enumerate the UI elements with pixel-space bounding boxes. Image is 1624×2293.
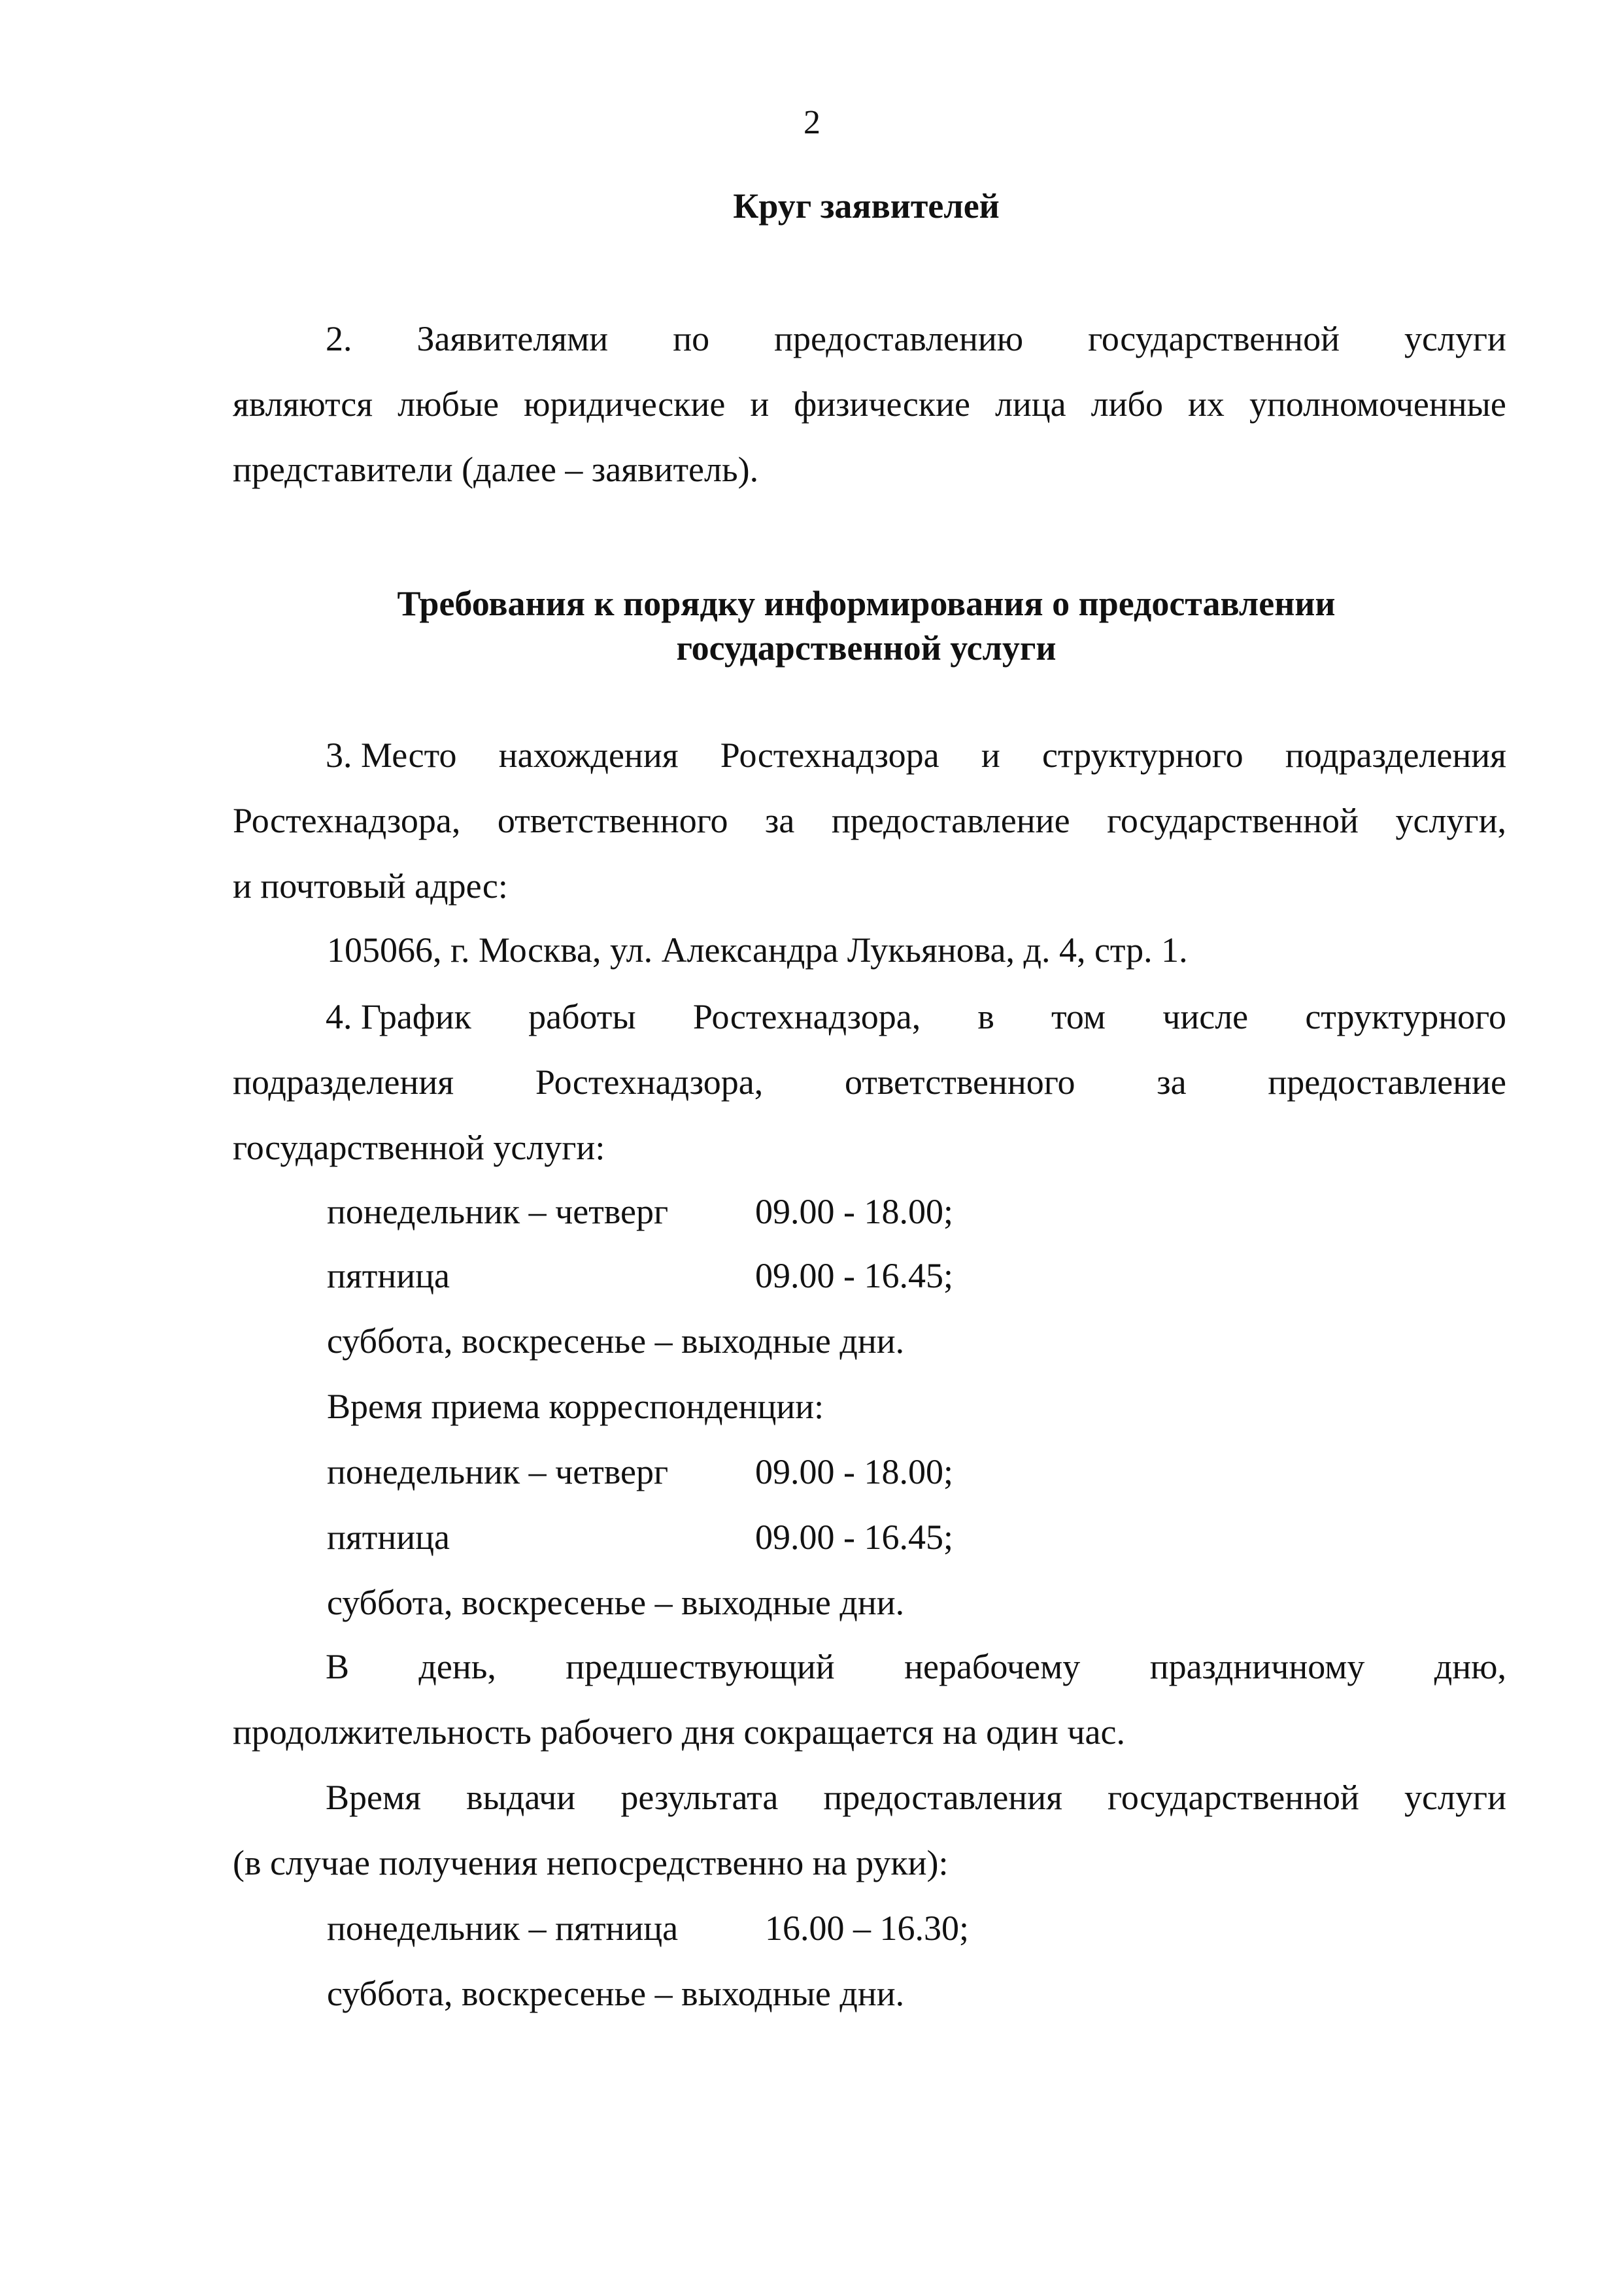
word: Ростехнадзора: [720, 736, 939, 775]
word: лица: [994, 384, 1066, 424]
word: ответственного: [844, 1062, 1075, 1102]
schedule-day: понедельник – четверг: [327, 1452, 669, 1491]
word: их: [1188, 384, 1225, 424]
para4-line3: государственной услуги:: [233, 1128, 605, 1167]
para3-line2: [233, 798, 1506, 843]
word: услуги,: [1395, 801, 1506, 840]
word: подразделения: [233, 1062, 454, 1102]
schedule2-row: [327, 1449, 953, 1495]
para4-line2: [233, 1059, 1506, 1105]
para3-line1: [326, 732, 1506, 778]
para4-line1: [326, 994, 1506, 1040]
schedule2-row: [327, 1514, 953, 1560]
result-line1: [326, 1775, 1506, 1820]
word: числе: [1162, 997, 1249, 1036]
word: услуги: [1404, 319, 1506, 358]
schedule-day: пятница: [327, 1518, 450, 1557]
word: 3. Место: [326, 736, 457, 775]
word: В: [326, 1647, 350, 1686]
schedule-time: 09.00 - 18.00;: [755, 1192, 953, 1231]
word: работы: [528, 997, 636, 1036]
word: 2.: [326, 319, 352, 358]
word: предшествующий: [566, 1647, 835, 1686]
postal-address: 105066, г. Москва, ул. Александра Лукьянова, д. 4, стр. 1.: [327, 930, 1188, 970]
section-heading-applicants: Круг заявителей: [733, 186, 1000, 226]
word: в: [977, 997, 994, 1036]
word: том: [1051, 997, 1106, 1036]
word: являются: [233, 384, 373, 424]
word: предоставлению: [774, 319, 1024, 358]
schedule1-row: [327, 1253, 953, 1299]
result-line2: (в случае получения непосредственно на руки):: [233, 1843, 949, 1882]
word: уполномоченные: [1249, 384, 1506, 424]
word: нахождения: [498, 736, 679, 775]
schedule1-row: [327, 1189, 953, 1234]
word: физические: [794, 384, 970, 424]
word: государственной: [1107, 801, 1359, 840]
section-heading-info-line2: государственной услуги: [676, 628, 1057, 668]
section-heading-info-line1: Требования к порядку информирования о предоставлении: [397, 584, 1336, 623]
word: и: [750, 384, 770, 424]
schedule-day: пятница: [327, 1256, 450, 1295]
weekend-note-1: суббота, воскресенье – выходные дни.: [327, 1321, 905, 1361]
holiday-line2: продолжительность рабочего дня сокращается на один час.: [233, 1712, 1125, 1752]
para2-line2: [233, 381, 1506, 427]
word: по: [673, 319, 710, 358]
schedule3-row: [327, 1905, 969, 1951]
page-number: 2: [804, 104, 820, 141]
word: предоставление: [831, 801, 1070, 840]
word: 4. График: [326, 997, 471, 1036]
schedule-day: понедельник – пятница: [327, 1909, 679, 1948]
schedule-day: понедельник – четверг: [327, 1192, 669, 1231]
word: результата: [620, 1778, 779, 1817]
word: праздничному: [1149, 1647, 1365, 1686]
correspondence-title: Время приема корреспонденции:: [327, 1387, 824, 1426]
holiday-line1: [326, 1644, 1506, 1690]
schedule-time: 09.00 - 18.00;: [755, 1452, 953, 1491]
word: дню,: [1434, 1647, 1506, 1686]
word: ответственного: [497, 801, 728, 840]
word: любые: [398, 384, 499, 424]
word: предоставление: [1268, 1062, 1506, 1102]
para3-line3: и почтовый адрес:: [233, 866, 508, 906]
weekend-note-3: суббота, воскресенье – выходные дни.: [327, 1974, 905, 2013]
word: либо: [1091, 384, 1163, 424]
para2-line1: [326, 316, 1506, 362]
word: за: [1157, 1062, 1187, 1102]
word: за: [765, 801, 795, 840]
word: государственной: [1088, 319, 1340, 358]
word: Заявителями: [416, 319, 609, 358]
word: Ростехнадзора,: [692, 997, 921, 1036]
word: структурного: [1041, 736, 1243, 775]
word: Ростехнадзора,: [233, 801, 461, 840]
word: юридические: [524, 384, 726, 424]
schedule-time: 09.00 - 16.45;: [755, 1518, 953, 1557]
word: и: [981, 736, 1000, 775]
word: день,: [418, 1647, 496, 1686]
word: выдачи: [466, 1778, 576, 1817]
word: предоставления: [823, 1778, 1062, 1817]
para2-line3: представители (далее – заявитель).: [233, 450, 759, 489]
word: Время: [326, 1778, 421, 1817]
word: Ростехнадзора,: [535, 1062, 764, 1102]
word: услуги: [1404, 1778, 1506, 1817]
schedule-time: 16.00 – 16.30;: [765, 1909, 970, 1948]
word: нерабочему: [904, 1647, 1081, 1686]
word: подразделения: [1285, 736, 1506, 775]
word: государственной: [1108, 1778, 1359, 1817]
word: структурного: [1305, 997, 1506, 1036]
schedule-time: 09.00 - 16.45;: [755, 1256, 953, 1295]
weekend-note-2: суббота, воскресенье – выходные дни.: [327, 1583, 905, 1622]
